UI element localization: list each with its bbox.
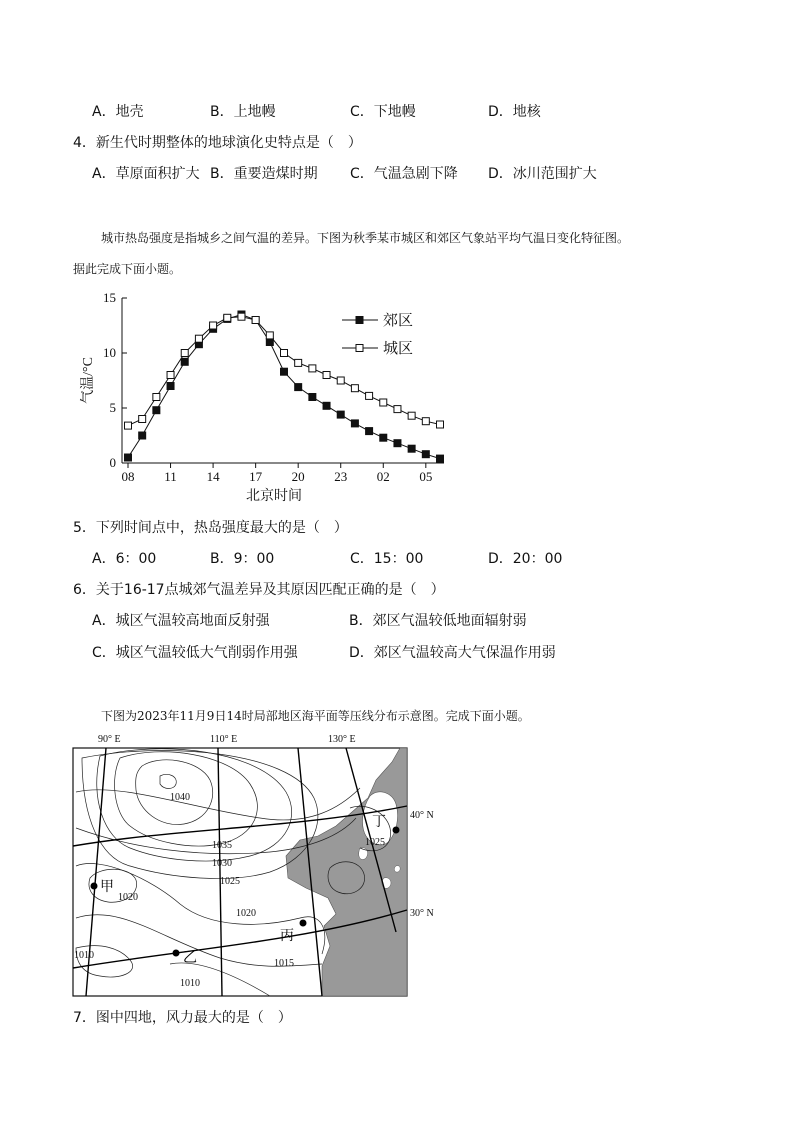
x-tick-label-11: 11 <box>164 469 177 484</box>
q4-option-c: C．气温急剧下降 <box>350 166 458 182</box>
series-line-0 <box>128 315 440 459</box>
isobar-label-1010-a: 1010 <box>74 950 94 961</box>
isobar-label-1020-b: 1020 <box>236 908 256 919</box>
x-tick-label-02: 02 <box>376 469 390 484</box>
x-tick-label-23: 23 <box>334 469 348 484</box>
series-0-point-11 <box>281 368 288 375</box>
isobar-label-1015: 1015 <box>274 958 294 969</box>
series-1-point-13 <box>309 365 316 372</box>
series-1-point-16 <box>351 385 358 392</box>
series-1-point-5 <box>195 335 202 342</box>
q5-option-d: D．20：00 <box>488 551 563 567</box>
legend-marker-1 <box>356 345 363 352</box>
legend-marker-0 <box>356 317 363 324</box>
series-1-point-4 <box>181 350 188 357</box>
series-0-point-19 <box>394 440 401 447</box>
lon-label-110: 110° E <box>210 734 238 745</box>
series-1-point-2 <box>153 394 160 401</box>
isobar-label-1025-a: 1025 <box>220 876 240 887</box>
q4-option-b: B．重要造煤时期 <box>210 166 318 182</box>
series-1-point-18 <box>380 399 387 406</box>
series-1-point-21 <box>422 418 429 425</box>
q4-option-a: A．草原面积扩大 <box>92 166 200 182</box>
isobar-label-1025-b: 1025 <box>365 837 385 848</box>
q3-option-b: B．上地幔 <box>210 104 276 120</box>
series-1-point-17 <box>366 392 373 399</box>
x-axis-title: 北京时间 <box>246 489 302 504</box>
series-1-point-1 <box>139 416 146 423</box>
series-1-point-19 <box>394 406 401 413</box>
series-0-point-13 <box>309 394 316 401</box>
series-0-point-2 <box>153 407 160 414</box>
series-1-point-3 <box>167 372 174 379</box>
q5-stem: 5．下列时间点中，热岛强度最大的是（ ） <box>73 520 348 536</box>
series-0-point-18 <box>380 434 387 441</box>
place-bing-dot <box>300 920 307 927</box>
q4-stem: 4．新生代时期整体的地球演化史特点是（ ） <box>73 135 362 151</box>
lat-label-30: 30° N <box>410 908 434 919</box>
series-1-point-8 <box>238 313 245 320</box>
series-0-point-20 <box>408 445 415 452</box>
series-0-point-17 <box>366 428 373 435</box>
q7-stem: 7．图中四地，风力最大的是（ ） <box>73 1010 292 1026</box>
series-1-point-12 <box>295 359 302 366</box>
lon-label-130: 130° E <box>328 734 356 745</box>
q6-option-c: C．城区气温较低大气削弱作用强 <box>92 645 298 661</box>
y-axis-title: 气温/°C <box>81 357 96 404</box>
series-0-point-21 <box>422 451 429 458</box>
place-jia-dot <box>91 883 98 890</box>
y-tick-label-10: 10 <box>103 345 116 360</box>
place-yi-dot <box>173 950 180 957</box>
q3-option-d: D．地核 <box>488 104 541 120</box>
q5-option-b: B．9：00 <box>210 551 275 567</box>
isobar-map <box>60 728 434 1000</box>
x-tick-label-08: 08 <box>121 469 135 484</box>
q6-option-d: D．郊区气温较高大气保温作用弱 <box>349 645 556 661</box>
q5-option-a: A．6：00 <box>92 551 157 567</box>
series-1-point-10 <box>266 332 273 339</box>
intro2: 下图为2023年11月9日14时局部地区海平面等压线分布示意图。完成下面小题。 <box>101 709 530 723</box>
isobar-label-1040: 1040 <box>170 792 190 803</box>
y-tick-label-0: 0 <box>109 455 116 470</box>
series-1-point-6 <box>210 322 217 329</box>
y-tick-label-15: 15 <box>103 290 116 305</box>
q6-stem: 6．关于16-17点城郊气温差异及其原因匹配正确的是（ ） <box>73 582 445 598</box>
isobar-label-1035: 1035 <box>212 840 232 851</box>
series-0-point-3 <box>167 383 174 390</box>
x-tick-label-20: 20 <box>291 469 305 484</box>
series-0-point-22 <box>437 455 444 462</box>
series-0-point-12 <box>295 384 302 391</box>
q5-option-c: C．15：00 <box>350 551 424 567</box>
intro1-line2: 据此完成下面小题。 <box>73 262 182 276</box>
series-0-point-15 <box>337 411 344 418</box>
isobar-label-1030: 1030 <box>212 858 232 869</box>
y-tick-label-5: 5 <box>109 400 116 415</box>
legend-label-1: 城区 <box>383 341 414 357</box>
series-1-point-11 <box>281 350 288 357</box>
place-bing-label: 丙 <box>280 929 294 944</box>
series-0-point-4 <box>181 358 188 365</box>
series-0-point-10 <box>266 339 273 346</box>
place-yi-label: 乙 <box>183 951 197 966</box>
series-1-point-9 <box>252 317 259 324</box>
place-ding-dot <box>393 827 400 834</box>
legend-label-0: 郊区 <box>383 313 414 329</box>
lon-label-90: 90° E <box>98 734 121 745</box>
series-0-point-0 <box>125 454 132 461</box>
temperature-chart <box>70 288 450 508</box>
x-tick-label-14: 14 <box>206 469 220 484</box>
q6-option-a: A．城区气温较高地面反射强 <box>92 613 270 629</box>
series-0-point-14 <box>323 402 330 409</box>
place-jia-label: 甲 <box>100 880 114 895</box>
q4-option-d: D．冰川范围扩大 <box>488 166 597 182</box>
q3-option-a: A．地壳 <box>92 104 144 120</box>
series-1-point-7 <box>224 314 231 321</box>
q3-option-c: C．下地幔 <box>350 104 416 120</box>
place-ding-label: 丁 <box>372 815 386 830</box>
series-1-point-15 <box>337 377 344 384</box>
series-1-point-20 <box>408 412 415 419</box>
x-tick-label-17: 17 <box>249 469 263 484</box>
series-1-point-0 <box>125 422 132 429</box>
isobar-label-1020-a: 1020 <box>118 892 138 903</box>
series-0-point-1 <box>139 432 146 439</box>
series-1-point-22 <box>437 421 444 428</box>
lat-label-40: 40° N <box>410 810 434 821</box>
isobar-label-1010-b: 1010 <box>180 978 200 989</box>
intro1-line1: 城市热岛强度是指城乡之间气温的差异。下图为秋季某市城区和郊区气象站平均气温日变化特征图。 <box>101 231 630 245</box>
x-tick-label-05: 05 <box>419 469 433 484</box>
q6-option-b: B．郊区气温较低地面辐射弱 <box>349 613 527 629</box>
series-1-point-14 <box>323 372 330 379</box>
series-0-point-16 <box>351 420 358 427</box>
